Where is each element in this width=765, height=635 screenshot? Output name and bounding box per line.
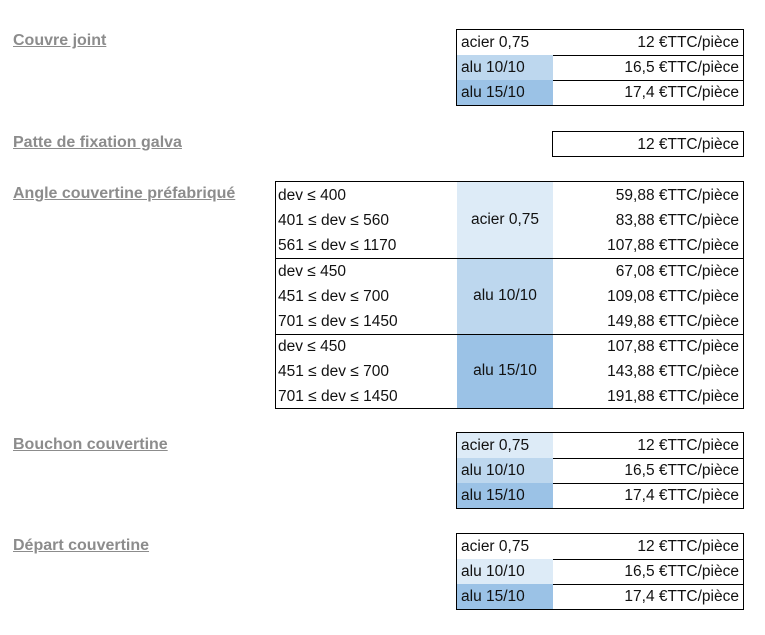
table-row <box>553 132 743 157</box>
material-cell: acier 0,75 <box>457 433 553 458</box>
table-row <box>457 559 743 585</box>
range-cell: 701 ≤ dev ≤ 1450 <box>278 387 398 405</box>
price-cell: 67,08 €TTC/pièce <box>615 262 739 280</box>
price-cell: 12 €TTC/pièce <box>637 135 739 153</box>
material-cell: alu 10/10 <box>457 559 553 584</box>
table-row <box>276 384 743 409</box>
section-title-depart-couvertine: Départ couvertine <box>13 537 150 554</box>
section-title-couvre-joint: Couvre joint <box>13 32 107 49</box>
bouchon-couvertine-table <box>456 432 744 509</box>
price-cell: 107,88 €TTC/pièce <box>607 337 739 355</box>
price-cell: 16,5 €TTC/pièce <box>624 562 739 580</box>
material-cell: alu 15/10 <box>457 334 553 408</box>
table-row <box>457 534 743 560</box>
material-cell: alu 15/10 <box>457 483 553 508</box>
material-cell: acier 0,75 <box>457 182 553 258</box>
table-row <box>457 55 743 81</box>
section-title-angle-couvertine: Angle couvertine préfabriqué <box>13 185 236 202</box>
range-cell: 401 ≤ dev ≤ 560 <box>278 211 389 229</box>
price-cell: 107,88 €TTC/pièce <box>607 236 739 254</box>
price-cell: 143,88 €TTC/pièce <box>607 362 739 380</box>
couvre-joint-table <box>456 29 744 106</box>
price-cell: 17,4 €TTC/pièce <box>624 587 739 605</box>
table-row <box>457 80 743 105</box>
material-cell: alu 10/10 <box>457 55 553 80</box>
table-row <box>276 309 743 334</box>
table-row <box>276 334 743 359</box>
depart-couvertine-table <box>456 533 744 610</box>
section-title-patte-fixation: Patte de fixation galva <box>13 134 182 151</box>
table-row <box>276 208 743 233</box>
table-row <box>276 259 743 284</box>
price-cell: 17,4 €TTC/pièce <box>624 486 739 504</box>
price-cell: 149,88 €TTC/pièce <box>607 312 739 330</box>
material-cell: acier 0,75 <box>461 537 530 555</box>
table-row <box>276 284 743 309</box>
table-row <box>457 584 743 609</box>
table-row <box>276 233 743 258</box>
price-cell: 12 €TTC/pièce <box>637 436 739 454</box>
price-cell: 16,5 €TTC/pièce <box>624 58 739 76</box>
price-cell: 16,5 €TTC/pièce <box>624 461 739 479</box>
angle-couvertine-table <box>275 181 744 409</box>
price-cell: 59,88 €TTC/pièce <box>615 186 739 204</box>
price-cell: 12 €TTC/pièce <box>637 33 739 51</box>
table-row <box>457 458 743 484</box>
price-cell: 12 €TTC/pièce <box>637 537 739 555</box>
range-cell: dev ≤ 400 <box>278 186 346 204</box>
table-row <box>276 359 743 384</box>
price-cell: 191,88 €TTC/pièce <box>607 387 739 405</box>
range-cell: 561 ≤ dev ≤ 1170 <box>278 236 397 254</box>
material-cell: alu 15/10 <box>457 80 553 105</box>
range-cell: 451 ≤ dev ≤ 700 <box>278 287 389 305</box>
patte-price-box <box>552 131 744 157</box>
material-cell: alu 10/10 <box>457 458 553 483</box>
table-row <box>457 433 743 459</box>
section-title-bouchon-couvertine: Bouchon couvertine <box>13 436 168 453</box>
range-cell: 451 ≤ dev ≤ 700 <box>278 362 389 380</box>
range-cell: dev ≤ 450 <box>278 337 346 355</box>
table-row <box>457 30 743 56</box>
table-row <box>457 483 743 508</box>
price-cell: 17,4 €TTC/pièce <box>624 83 739 101</box>
range-cell: dev ≤ 450 <box>278 262 346 280</box>
price-cell: 109,08 €TTC/pièce <box>607 287 739 305</box>
range-cell: 701 ≤ dev ≤ 1450 <box>278 312 398 330</box>
material-cell: alu 15/10 <box>457 584 553 609</box>
table-row <box>276 183 743 208</box>
material-cell: alu 10/10 <box>457 258 553 334</box>
material-cell: acier 0,75 <box>461 33 530 51</box>
price-cell: 83,88 €TTC/pièce <box>615 211 739 229</box>
